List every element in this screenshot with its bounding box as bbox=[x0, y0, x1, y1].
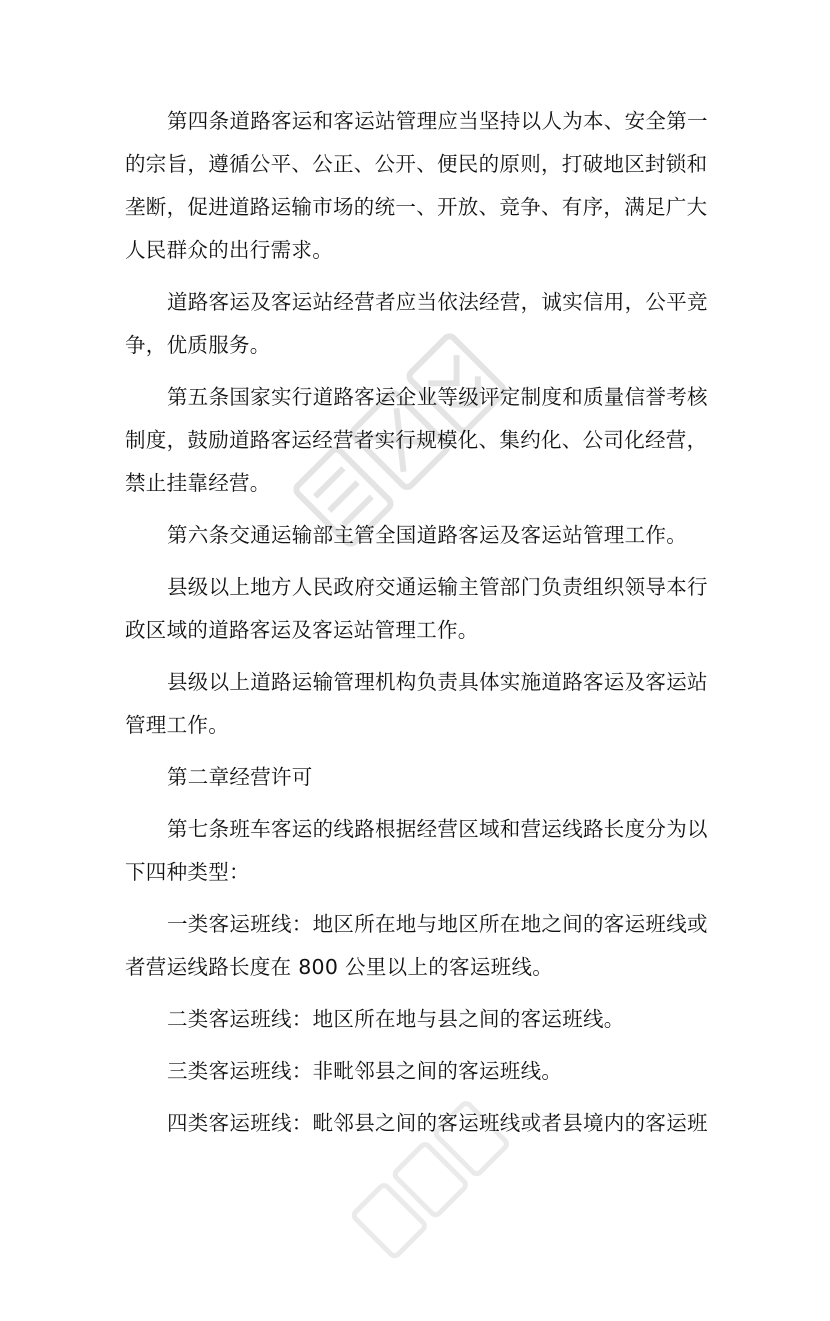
chapter-heading: 第二章经营许可 bbox=[167, 765, 313, 789]
paragraph-article-7: 第七条班车客运的线路根据经营区域和营运线路长度分为以下四种类型： bbox=[125, 817, 708, 884]
paragraph-county-government: 县级以上地方人民政府交通运输主管部门负责组织领导本行政区域的道路客运及客运站管理工作。 bbox=[125, 575, 708, 642]
paragraph-operator-duty: 道路客运及客运站经营者应当依法经营，诚实信用，公平竞争，优质服务。 bbox=[125, 290, 708, 357]
paragraph-article-6: 第六条交通运输部主管全国道路客运及客运站管理工作。 bbox=[167, 523, 687, 547]
list-item-class-2: 二类客运班线：地区所在地与县之间的客运班线。 bbox=[167, 1007, 625, 1031]
document-body bbox=[125, 100, 710, 1154]
list-item-class-1: 一类客运班线：地区所在地与地区所在地之间的客运班线或者营运线路长度在 800 公里以上的客运班线。 bbox=[125, 912, 708, 979]
paragraph-article-4: 第四条道路客运和客运站管理应当坚持以人为本、安全第一的宗旨，遵循公平、公正、公开、便民的原则，打破地区封锁和垄断，促进道路运输市场的统一、开放、竞争、有序，满足广大人民群众的出行需求。 bbox=[125, 109, 708, 262]
paragraph-county-agency: 县级以上道路运输管理机构负责具体实施道路客运及客运站管理工作。 bbox=[125, 670, 708, 737]
list-item-class-4: 四类客运班线：毗邻县之间的客运班线或者县境内的客运班 bbox=[167, 1111, 708, 1135]
paragraph-article-5: 第五条国家实行道路客运企业等级评定制度和质量信誉考核制度，鼓励道路客运经营者实行规模化、集约化、公司化经营，禁止挂靠经营。 bbox=[125, 385, 708, 495]
list-item-class-3: 三类客运班线：非毗邻县之间的客运班线。 bbox=[167, 1059, 563, 1083]
